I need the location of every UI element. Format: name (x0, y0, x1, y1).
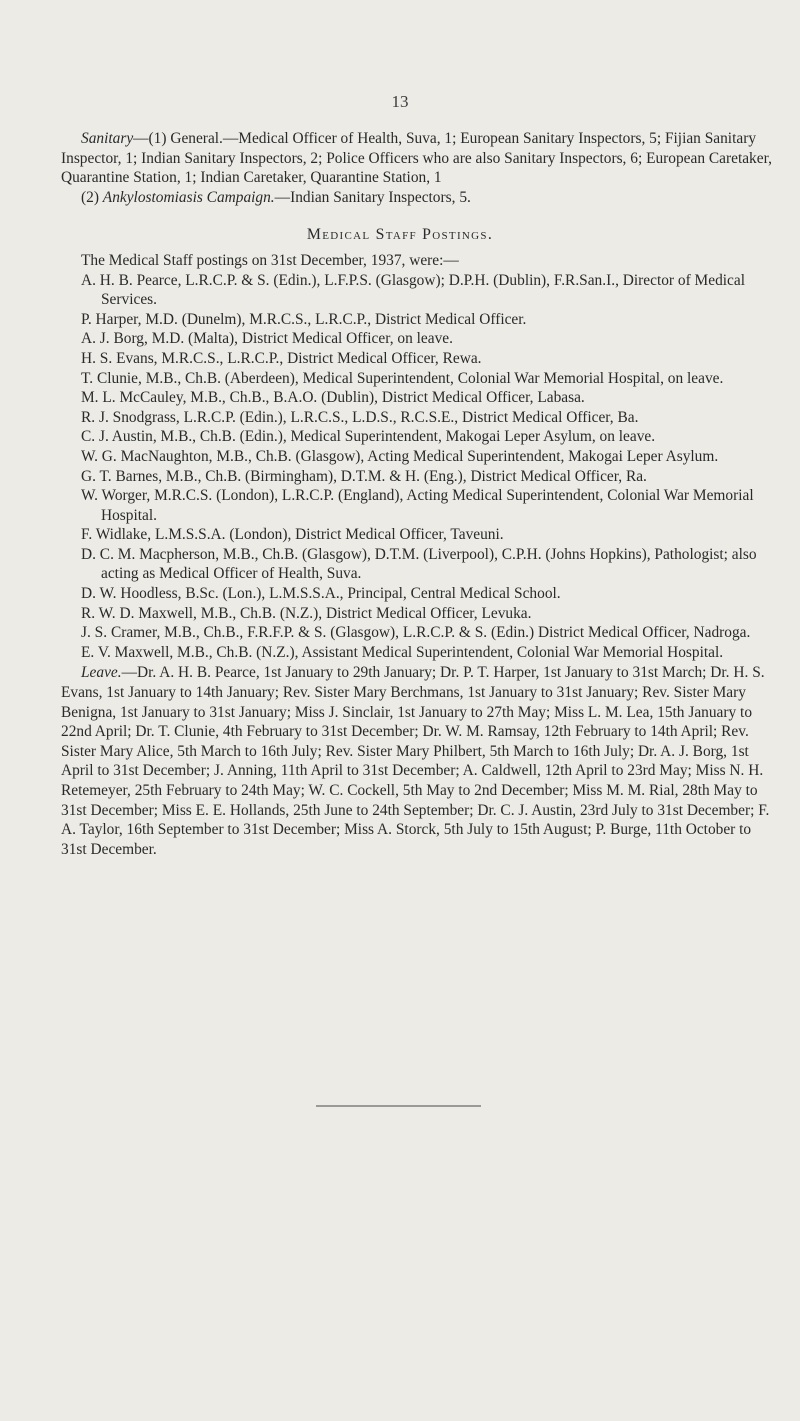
page-number: 13 (391, 92, 409, 111)
staff-entry: C. J. Austin, M.B., Ch.B. (Edin.), Medical Superintendent, Makogai Leper Asylum, on leave. (81, 428, 656, 446)
sanitary-general-paragraph (0, 129, 776, 188)
staff-entry: H. S. Evans, M.R.C.S., L.R.C.P., District Medical Officer, Rewa. (81, 349, 482, 367)
sanitary-general-text: —(1) General.—Medical Officer of Health, Suva, 1; European Sanitary Inspectors, 5; Fijian Sanitary Inspector, 1; Indian Sanitary Inspectors, 2; Police Officers who are also Sanitary Inspectors, 6; European Caretaker, Quarantine Station, 1; Indian Caretaker, Quarantine Station, 1 (61, 130, 772, 187)
staff-entry: E. V. Maxwell, M.B., Ch.B. (N.Z.), Assistant Medical Superintendent, Colonial War Memorial Hospital. (81, 643, 724, 661)
sanitary-label: Sanitary (81, 130, 134, 147)
leave-text: —Dr. A. H. B. Pearce, 1st January to 29th January; Dr. P. T. Harper, 1st January to 31st March; Dr. H. S. Evans, 1st January to 14th January; Rev. Sister Mary Berchmans, 1st January to 31st January; Rev. Sister Mary Benigna, 1st January to 31st January; Miss J. Sinclair, 1st January to 27th May; Miss L. M. Lea, 15th January to 22nd April; Dr. T. Clunie, 4th February to 31st December; Dr. W. M. Ramsay, 12th February to 14th April; Rev. Sister Mary Alice, 5th March to 16th July; Rev. Sister Mary Philbert, 5th March to 16th July; Dr. A. J. Borg, 1st April to 31st December; J. Anning, 11th April to 31st December; A. Caldwell, 12th April to 23rd May; Miss N. H. Retemeyer, 25th February to 24th May; W. C. Cockell, 5th May to 2nd December; Miss M. M. Rial, 28th May to 31st December; Miss E. E. Hollands, 25th June to 24th September; Dr. C. J. Austin, 23rd July to 31st December; F. A. Taylor, 16th September to 31st December; Miss A. Storck, 5th July to 15th August; P. Burge, 11th October to 31st December. (61, 664, 770, 858)
staff-entry: P. Harper, M.D. (Dunelm), M.R.C.S., L.R.C.P., District Medical Officer. (81, 310, 527, 328)
staff-entry: R. W. D. Maxwell, M.B., Ch.B. (N.Z.), District Medical Officer, Levuka. (81, 604, 532, 622)
staff-entry: W. G. MacNaughton, M.B., Ch.B. (Glasgow), Acting Medical Superintendent, Makogai Leper Asylum. (81, 447, 719, 465)
ankylostomiasis-prefix: (2) (81, 188, 103, 206)
staff-list (0, 271, 800, 663)
staff-entry: M. L. McCauley, M.B., Ch.B., B.A.O. (Dublin), District Medical Officer, Labasa. (81, 389, 585, 407)
leave-paragraph (0, 663, 776, 859)
body-text (0, 129, 800, 859)
section-heading: Medical Staff Postings. (306, 226, 494, 244)
ankylostomiasis-paragraph (0, 188, 776, 208)
staff-entry: A. H. B. Pearce, L.R.C.P. & S. (Edin.), L.F.P.S. (Glasgow); D.P.H. (Dublin), F.R.San.I., Director of Medical Services. (81, 271, 745, 309)
staff-entry: G. T. Barnes, M.B., Ch.B. (Birmingham), D.T.M. & H. (Eng.), District Medical Officer, Ra. (81, 467, 647, 485)
ankylostomiasis-label: Ankylostomiasis Campaign. (102, 188, 275, 206)
staff-entry: W. Worger, M.R.C.S. (London), L.R.C.P. (England), Acting Medical Superintendent, Colonial War Memorial Hospital. (81, 487, 754, 524)
postings-intro: The Medical Staff postings on 31st December, 1937, were:— (81, 251, 459, 269)
staff-entry: D. W. Hoodless, B.Sc. (Lon.), L.M.S.S.A., Principal, Central Medical School. (81, 585, 561, 603)
section-divider (316, 1105, 481, 1107)
staff-entry: F. Widlake, L.M.S.S.A. (London), District Medical Officer, Taveuni. (81, 526, 504, 544)
staff-entry: J. S. Cramer, M.B., Ch.B., F.R.F.P. & S. (Glasgow), L.R.C.P. & S. (Edin.) District Medical Officer, Nadroga. (81, 624, 751, 642)
leave-label: Leave. (81, 664, 122, 682)
ankylostomiasis-text: —Indian Sanitary Inspectors, 5. (274, 188, 471, 206)
staff-entry: T. Clunie, M.B., Ch.B. (Aberdeen), Medical Superintendent, Colonial War Memorial Hospital, on leave. (81, 369, 724, 387)
staff-entry: D. C. M. Macpherson, M.B., Ch.B. (Glasgow), D.T.M. (Liverpool), C.P.H. (Johns Hopkins), Pathologist; also acting as Medical Officer of Health, Suva. (81, 545, 757, 583)
staff-entry: A. J. Borg, M.D. (Malta), District Medical Officer, on leave. (81, 330, 453, 348)
staff-entry: R. J. Snodgrass, L.R.C.P. (Edin.), L.R.C.S., L.D.S., R.C.S.E., District Medical Officer, Ba. (81, 408, 639, 426)
